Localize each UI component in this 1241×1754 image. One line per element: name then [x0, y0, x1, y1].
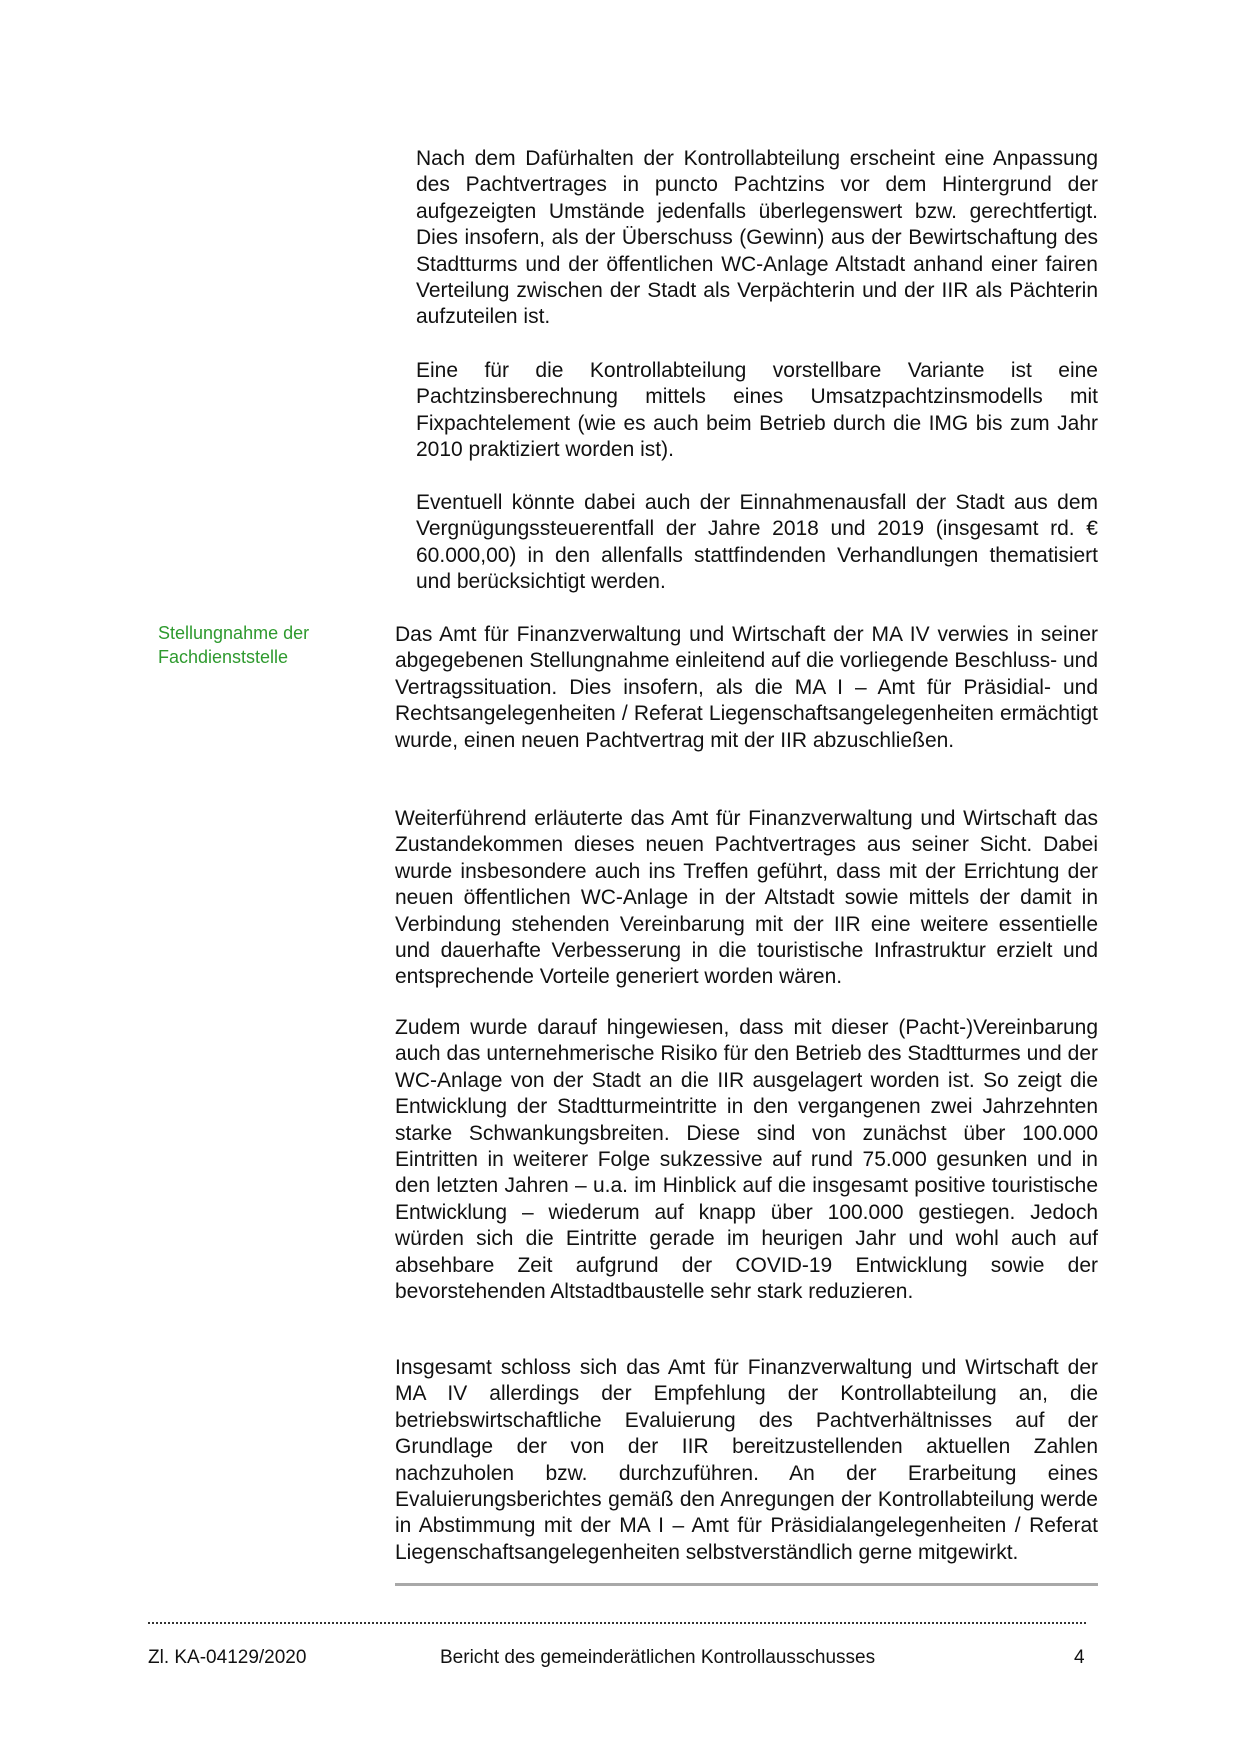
side-heading-line-2: Fachdienststelle — [158, 647, 289, 667]
paragraph-revenue-loss: Eventuell könnte dabei auch der Einnahmenausfall der Stadt aus dem Vergnügungssteuerentfall der Jahre 2018 und 2019 (insgesamt rd. € 60.000,00) in den allenfalls stattfindenden Verhandlungen thematisiert und berücksichtigt werden. — [416, 491, 1098, 594]
paragraph-contract-origin: Weiterführend erläuterte das Amt für Finanzverwaltung und Wirtschaft das Zustandekommen dieses neuen Pachtvertrages aus seiner Sicht. Dabei wurde insbesondere auch ins Treffen geführt, dass mit der Errichtung der neuen öffentlichen WC-Anlage in der Altstadt sowie mittels der damit in Verbindung stehenden Vereinbarung mit der IIR eine weitere essentielle und dauerhafte Verbesserung in die touristische Infrastruktur erzielt und entsprechende Vorteile generiert worden wären. — [395, 807, 1098, 989]
paragraph-risk-transfer: Zudem wurde darauf hingewiesen, dass mit dieser (Pacht-)Vereinbarung auch das unternehmerische Risiko für den Betrieb des Stadtturmes und der WC-Anlage von der Stadt an die IIR ausgelagert worden ist. So zeigt die Entwicklung der Stadtturmeintritte in den vergangenen zwei Jahrzehnten starke Schwankungsbreiten. Diese sind von zunächst über 100.000 Eintritten in weiterer Folge sukzessive auf rund 75.000 gesunken und in den letzten Jahren – u.a. im Hinblick auf die insgesamt positive touristische Entwicklung – wiederum auf knapp über 100.000 gestiegen. Jedoch würden sich die Eintritte gerade im heurigen Jahr und wohl auch auf absehbare Zeit aufgrund der COVID-19 Entwicklung sowie der bevorstehenden Altstadtbaustelle sehr stark reduzieren. — [395, 1016, 1098, 1304]
side-heading — [158, 621, 358, 669]
footer-dotted-rule — [148, 1622, 1086, 1624]
section-end-rule — [395, 1583, 1098, 1586]
side-heading-line-1: Stellungnahme der — [158, 623, 310, 643]
paragraph-adjustment-recommendation: Nach dem Dafürhalten der Kontrollabteilung erscheint eine Anpassung des Pachtvertrages in puncto Pachtzins vor dem Hintergrund der aufgezeigten Umstände jedenfalls überlegenswert bzw. gerechtfertigt. Dies insofern, als der Überschuss (Gewinn) aus der Bewirtschaftung des Stadtturms und der öffentlichen WC-Anlage Altstadt anhand einer fairen Verteilung zwischen der Stadt als Verpächterin und der IIR als Pächterin aufzuteilen ist. — [416, 147, 1098, 329]
paragraph-statement-intro: Das Amt für Finanzverwaltung und Wirtschaft der MA IV verwies in seiner abgegebenen Stellungnahme einleitend auf die vorliegende Beschluss- und Vertragssituation. Dies insofern, als die MA I – Amt für Präsidial- und Rechtsangelegenheiten / Referat Liegenschaftsangelegenheiten ermächtigt wurde, einen neuen Pachtvertrag mit der IIR abzuschließen. — [395, 623, 1098, 752]
paragraph-variant-model: Eine für die Kontrollabteilung vorstellbare Variante ist eine Pachtzinsberechnung mittels eines Umsatzpachtzinsmodells mit Fixpachtelement (wie es auch beim Betrieb durch die IMG bis zum Jahr 2010 praktiziert worden ist). — [416, 359, 1098, 462]
footer-page-number: 4 — [1074, 1647, 1085, 1668]
footer-reference: Zl. KA-04129/2020 — [148, 1647, 307, 1668]
paragraph-evaluation-agreement: Insgesamt schloss sich das Amt für Finanzverwaltung und Wirtschaft der MA IV allerdings der Empfehlung der Kontrollabteilung an, die betriebswirtschaftliche Evaluierung des Pachtverhältnisses auf der Grundlage der von der IIR bereitzustellenden aktuellen Zahlen nachzuholen bzw. durchzuführen. An der Erarbeitung eines Evaluierungsberichtes gemäß den Anregungen der Kontrollabteilung werde in Abstimmung mit der MA I – Amt für Präsidialangelegenheiten / Referat Liegenschaftsangelegenheiten selbstverständlich gerne mitgewirkt. — [395, 1356, 1098, 1564]
footer-report-title: Bericht des gemeinderätlichen Kontrollausschusses — [440, 1647, 876, 1668]
